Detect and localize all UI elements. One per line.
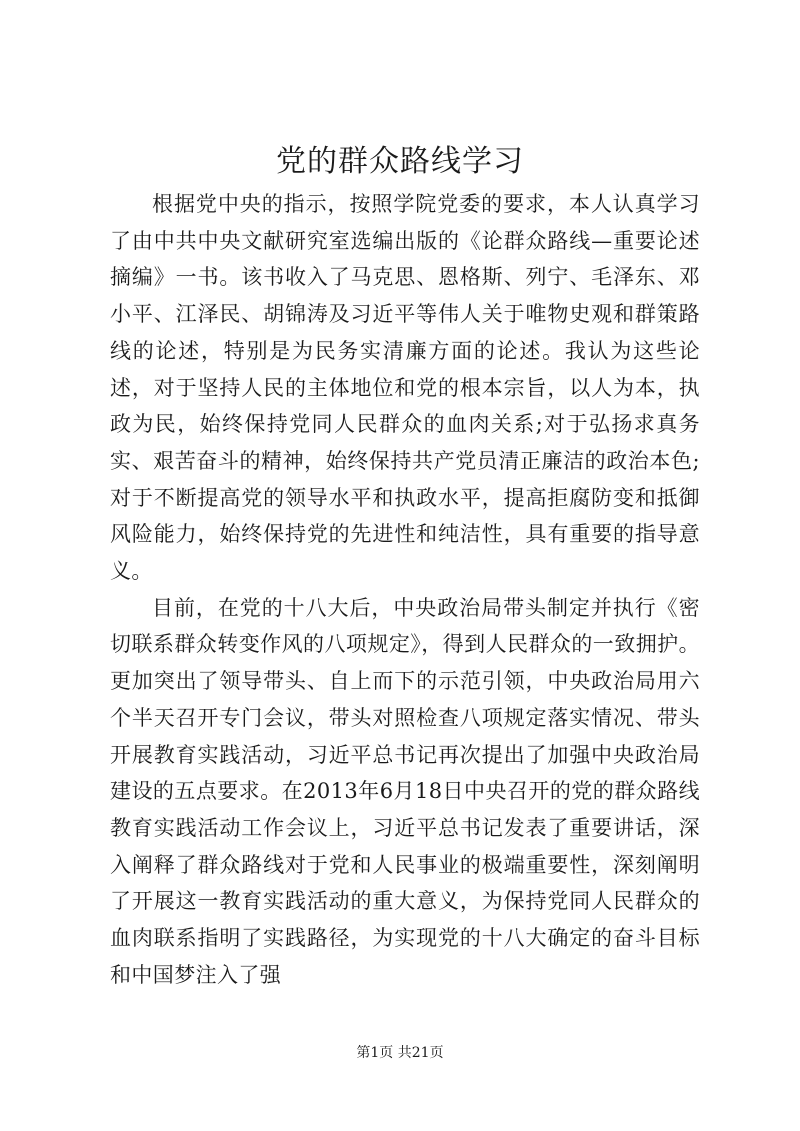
- paragraph-1: 根据党中央的指示，按照学院党委的要求，本人认真学习了由中共中央文献研究室选编出版的《论群众路线—重要论述摘编》一书。该书收入了马克思、恩格斯、列宁、毛泽东、邓小平、江泽民、胡锦涛及习近平等伟人关于唯物史观和群策路线的论述，特别是为民务实清廉方面的论述。我认为这些论述，对于坚持人民的主体地位和党的根本宗旨，以人为本，执政为民，始终保持党同人民群众的血肉关系;对于弘扬求真务实、艰苦奋斗的精神，始终保持共产党员清正廉洁的政治本色;对于不断提高党的领导水平和执政水平，提高拒腐防变和抵御风险能力，始终保持党的先进性和纯洁性，具有重要的指导意义。: [110, 192, 700, 584]
- page-footer: [0, 1043, 800, 1063]
- paragraph-2: 目前，在党的十八大后，中央政治局带头制定并执行《密切联系群众转变作风的八项规定》，得到人民群众的一致拥护。更加突出了领导带头、自上而下的示范引领，中央政治局用六个半天召开专门会议，带头对照检查八项规定落实情况、带头开展教育实践活动，习近平总书记再次提出了加强中央政治局建设的五点要求。在2013年6月18日中央召开的党的群众路线教育实践活动工作会议上，习近平总书记发表了重要讲话，深入阐释了群众路线对于党和人民事业的极端重要性，深刻阐明了开展这一教育实践活动的重大意义，为保持党同人民群众的血肉联系指明了实践路径，为实现党的十八大确定的奋斗目标和中国梦注入了强: [110, 595, 700, 987]
- document-title: 党的群众路线学习: [276, 144, 524, 179]
- page-total: 共21页: [397, 1045, 444, 1061]
- document-body: [110, 186, 700, 993]
- page-number: 第1页: [356, 1045, 394, 1061]
